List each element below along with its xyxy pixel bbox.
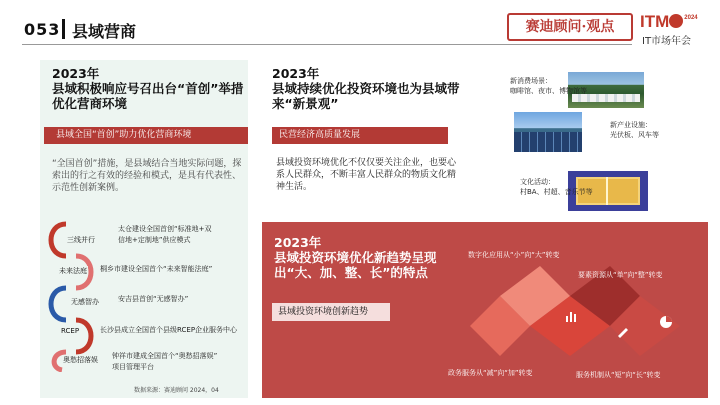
arc-red-2 <box>76 320 91 352</box>
header <box>0 0 720 50</box>
solar-facility-photo <box>514 112 582 152</box>
left-heading: 2023年 县域积极响应号召出台“首创”举措优化营商环境 <box>52 66 244 111</box>
logo-dot-icon <box>669 14 683 28</box>
initiative-item-2: 桐乡市建设全国首个“未来智能法庭” <box>100 265 213 273</box>
initiative-item-4: 长沙县成立全国首个县级RCEP企业服务中心 <box>100 326 238 334</box>
title-divider <box>62 19 65 39</box>
diagram-tag-3: 无感智办 <box>71 298 99 306</box>
event-logo-text: ITM <box>640 12 670 31</box>
page-number: 053 <box>24 20 61 39</box>
left-band: 县域全国“首创”助力优化营商环境 <box>44 127 248 144</box>
trend-label-1: 数字化应用从“小”向“大”转变 <box>468 251 560 259</box>
pie-chart-icon <box>660 316 672 328</box>
photo-caption-2: 新产业设施： 光伏板、风车等 <box>610 121 659 139</box>
data-source: 数据来源：赛迪顾问 2024，04 <box>134 387 219 394</box>
brand-label: 赛迪顾问·观点 <box>507 13 633 41</box>
event-logo-year: 2024 <box>684 15 698 21</box>
diagram-tag-1: 三线并行 <box>67 236 95 244</box>
diagram-tag-5: 奥愁招落娱 <box>63 356 98 364</box>
initiative-item-1: 太仓建设全国首创“标准地+双 信地+定制地”供应模式 <box>118 225 212 244</box>
event-name: IT市场年会 <box>642 36 692 47</box>
trend-label-4: 服务机制从“短”向“长”转变 <box>576 371 661 379</box>
photo-caption-1: 新消费场景： 咖啡馆、夜市、博物馆等 <box>510 77 587 95</box>
trend-band: 县域投资环境创新趋势 <box>272 303 390 321</box>
initiative-item-3: 安吉县首创“无感智办” <box>118 295 189 303</box>
middle-body: 县域投资环境优化不仅仅要关注企业，也要心系人民群众，不断丰富人民群众的物质文化精神生活。 <box>276 158 457 192</box>
arc-blue <box>51 288 66 320</box>
photo-caption-3: 文化活动： 村BA、村超、音乐节等 <box>520 178 593 196</box>
trend-heading: 2023年 县域投资环境优化新趋势呈现出“大、加、整、长”的特点 <box>274 235 437 280</box>
header-rule <box>22 44 632 45</box>
event-logo <box>640 12 698 32</box>
initiative-item-5: 钟祥市建成全国首个“奥愁招落娱” 项目管理平台 <box>112 352 218 371</box>
arc-red-1 <box>51 224 66 256</box>
section-title: 县域营商 <box>72 22 137 41</box>
diagram-tag-2: 未来法庭 <box>59 267 87 275</box>
middle-band: 民营经济高质量发展 <box>272 127 448 144</box>
trend-label-3: 政务服务从“减”向“加”转变 <box>448 369 533 377</box>
left-body: “全国首创”措施，是县域结合当地实际问题，探索出的行之有效的经验和模式，是具有代表性、示范性创新案例。 <box>52 159 242 193</box>
diagram-tag-4: RCEP <box>61 327 80 335</box>
trend-label-2: 要素资源从“单”向“整”转变 <box>578 271 663 279</box>
trend-zigzag-graphic <box>470 266 690 366</box>
middle-heading: 2023年 县域持续优化投资环境也为县域带来“新景观” <box>272 66 460 111</box>
